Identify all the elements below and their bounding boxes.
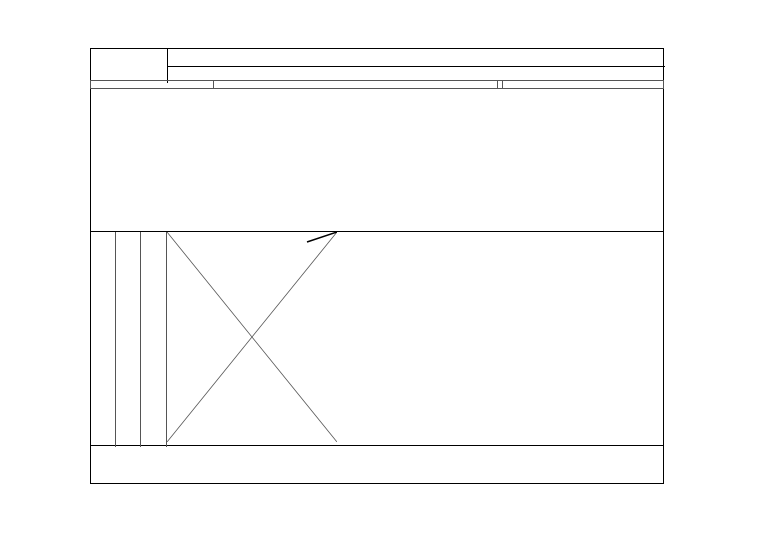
header-blank bbox=[91, 49, 167, 83]
top-table-header bbox=[91, 81, 664, 89]
matlamat-col-3 bbox=[141, 232, 167, 447]
tugasan-header bbox=[213, 81, 497, 89]
x-matrix-cross bbox=[167, 232, 337, 442]
header-row bbox=[167, 49, 665, 67]
legend bbox=[90, 484, 664, 494]
tanggungjawab-header bbox=[502, 81, 663, 89]
matlamat-col-2 bbox=[116, 232, 141, 447]
months-header bbox=[337, 232, 561, 290]
matlamat-col-1 bbox=[91, 232, 116, 447]
task-status-table bbox=[90, 80, 664, 89]
x-matrix bbox=[90, 231, 664, 446]
matlamat-header bbox=[91, 81, 214, 89]
